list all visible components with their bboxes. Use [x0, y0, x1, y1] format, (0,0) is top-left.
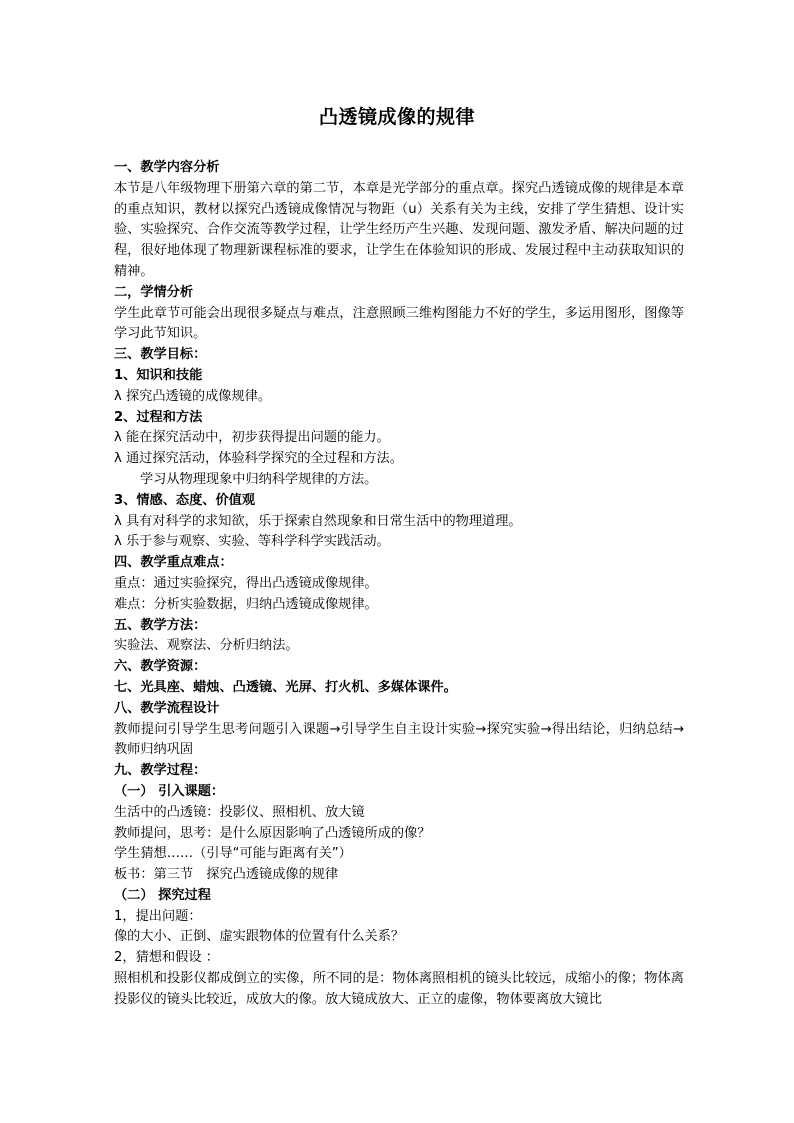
section-heading-resources: 六、教学资源：: [114, 659, 207, 675]
intro-line: 生活中的凸透镜：投影仪、照相机、放大镜: [114, 804, 365, 820]
paragraph-content-analysis: 本节是八年级物理下册第六章的第二节，本章是光学部分的重点章。探究凸透镜成像的规律是本章的重点知识，教材以探究凸透镜成像情况与物距（u）关系有关为主线，安排了学生猜想、设计实验、实验探究、合作交流等教学过程，让学生经历产生兴趣、发现问题、激发矛盾、解决问题的过程，很好地体现了物理新课程标准的要求，让学生在体验知识的形成、发展过程中主动获取知识的精神。: [114, 180, 684, 279]
subheading-attitudes-values: 3、情感、态度、价值观: [114, 492, 256, 508]
intro-line: 板书：第三节 探究凸透镜成像的规律: [114, 867, 339, 883]
section-heading-learner-analysis: 二，学情分析: [114, 284, 194, 300]
paragraph-flow-design: 教师提问引导学生思考问题引入课题→引导学生自主设计实验→探究实验→得出结论，归纳总结→教师归纳巩固: [114, 721, 684, 758]
list-item: λ 乐于参与观察、实验、等科学科学实践活动。: [114, 534, 390, 550]
list-item: λ 探究凸透镜的成像规律。: [114, 388, 272, 404]
document-title: 凸透镜成像的规律: [318, 106, 475, 128]
subheading-knowledge-skills: 1、知识和技能: [114, 367, 203, 383]
list-item: λ 具有对科学的求知欲，乐于探索自然现象和日常生活中的物理道理。: [114, 513, 522, 529]
list-item: λ 通过探究活动，体验科学探究的全过程和方法。: [114, 451, 403, 467]
intro-line: 教师提问，思考：是什么原因影响了凸透镜所成的像？: [114, 825, 431, 841]
section-heading-content-analysis: 一、教学内容分析: [114, 160, 220, 175]
section-equipment-line: 七、光具座、蜡烛、凸透镜、光屏、打火机、多媒体课件。: [114, 679, 457, 695]
subheading-process-methods: 2、过程和方法: [114, 409, 203, 425]
document-body: [114, 158, 684, 1011]
paragraph-learner-analysis: 学生此章节可能会出现很多疑点与难点，注意照顾三维构图能力不好的学生，多运用图形，图像等学习此节知识。: [114, 305, 684, 342]
step-heading: 1，提出问题：: [114, 908, 202, 924]
paragraph-hypothesis: 照相机和投影仪都成倒立的实像，所不同的是：物体离照相机的镜头比较远，成缩小的像；物体离投影仪的镜头比较近，成放大的像。放大镜成放大、正立的虚像，物体要离放大镜比: [114, 971, 684, 1007]
section-heading-objectives: 三、教学目标：: [114, 347, 207, 363]
section-heading-flow-design: 八、教学流程设计: [114, 700, 220, 716]
section-heading-key-points: 四、教学重点难点：: [114, 555, 233, 571]
section-heading-teaching-process: 九、教学过程：: [114, 763, 207, 779]
difficult-point-line: 难点：分析实验数据，归纳凸透镜成像规律。: [114, 596, 378, 612]
step-question: 像的大小、正倒、虚实跟物体的位置有什么关系？: [114, 929, 405, 945]
intro-line: 学生猜想……（引导“可能与距离有关”）: [114, 846, 352, 862]
step-heading: 2，猜想和假设 ：: [114, 950, 219, 966]
subheading-inquiry-process: （二） 探究过程: [114, 887, 211, 903]
methods-line: 实验法、观察法、分析归纳法。: [114, 638, 299, 654]
subheading-introduction: （一） 引入课题：: [114, 783, 225, 799]
list-item: λ 能在探究活动中，初步获得提出问题的能力。: [114, 430, 390, 446]
list-item: 学习从物理现象中归纳科学规律的方法。: [140, 471, 378, 487]
section-heading-methods: 五、教学方法：: [114, 617, 207, 633]
key-point-line: 重点：通过实验探究，得出凸透镜成像规律。: [114, 575, 378, 591]
